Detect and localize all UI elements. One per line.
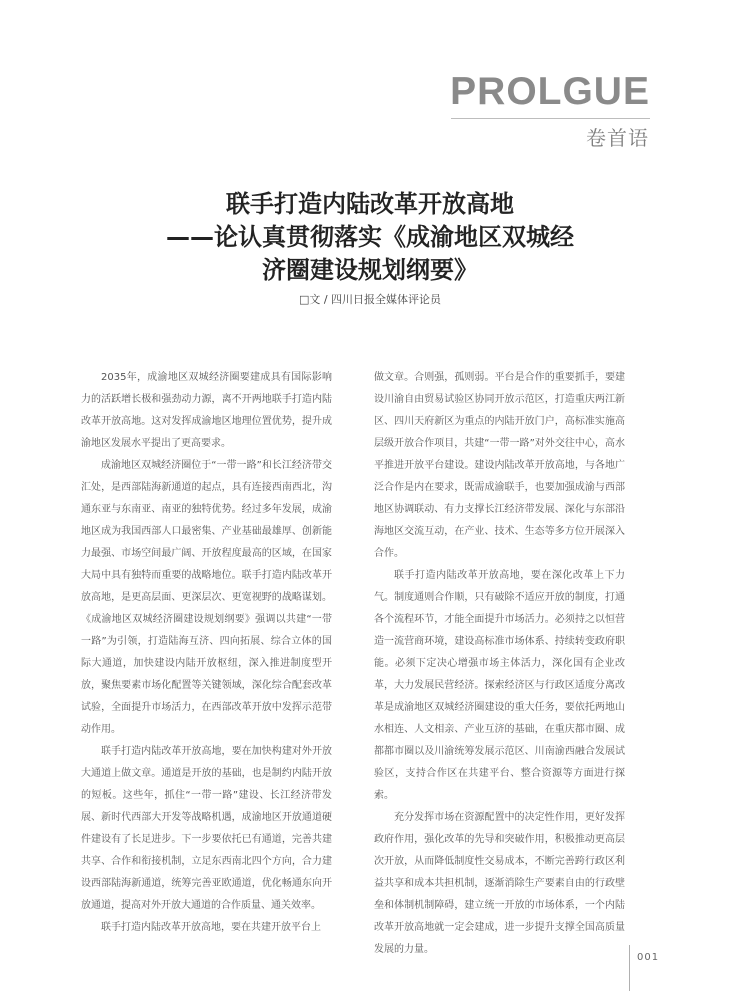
page-number: 001 — [637, 952, 660, 963]
left-column — [81, 367, 332, 939]
article-title — [90, 188, 650, 287]
header-rule — [451, 118, 650, 119]
paragraph: 联手打造内陆改革开放高地，要在共建开放平台上 — [101, 922, 321, 933]
paragraph: 联手打造内陆改革开放高地，要在加快构建对外开放大通道上做文章。通道是开放的基础，也是制约内陆开放的短板。这些年，抓住“一带一路”建设、长江经济带发展、新时代西部大开发等战略机遇，成渝地区开放通道硬件建设有了长足进步。下一步要依托已有通道，完善共建共享、合作和衔接机制，立足东西南北四个方向，合力建设西部陆海新通道，统筹完善亚欧通道，优化畅通东向开放通道，提高对外开放大通道的合作质量、通关效率。 — [81, 746, 332, 911]
article-byline: □文 / 四川日报全媒体评论员 — [298, 293, 442, 306]
section-label: 卷首语 — [586, 126, 649, 150]
paragraph: 2035年，成渝地区双城经济圈要建成具有国际影响力的活跃增长极和强劲动力源，离不开两地联手打造内陆改革开放高地。这对发挥成渝地区地理位置优势，提升成渝地区发展水平提出了更高要求。 — [81, 372, 332, 449]
paragraph: 联手打造内陆改革开放高地，要在深化改革上下力气。制度通则合作顺，只有破除不适应开放的制度，打通各个流程环节，才能全面提升市场活力。必须持之以恒营造一流营商环境，建设高标准市场体系、持续转变政府职能。必须下定决心增强市场主体活力，深化国有企业改革，大力发展民营经济。探索经济区与行政区适度分离改革是成渝地区双城经济圈建设的重大任务，要依托两地山水相连、人文相亲、产业互济的基础，在重庆都市圈、成都都市圈以及川渝统筹发展示范区、川南渝西融合发展试验区，支持合作区在共建平台、整合资源等方面进行探索。 — [374, 570, 625, 801]
title-line: 联手打造内陆改革开放高地 — [226, 190, 514, 218]
paragraph-continuation: 做文章。合则强，孤则弱。平台是合作的重要抓手，要建设川渝自由贸易试验区协同开放示范区，打造重庆两江新区、四川天府新区为重点的内陆开放门户，高标准实施高层级开放合作项目，共建“一带一路”对外交往中心，高水平推进开放平台建设。建设内陆改革开放高地，与各地广泛合作是内在要求，既需成渝联手，也要加强成渝与西部地区协调联动、有力支撑长江经济带发展、深化与东部沿海地区交流互动，在产业、技术、生态等多方位开展深入合作。 — [374, 372, 625, 559]
brand-wordmark: PROLGUE — [450, 70, 650, 113]
title-line: ——论认真贯彻落实《成渝地区双城经 — [166, 223, 574, 251]
right-column — [374, 367, 625, 961]
paragraph: 充分发挥市场在资源配置中的决定性作用，更好发挥政府作用，强化改革的先导和突破作用，积极推动更高层次开放，从而降低制度性交易成本，不断完善跨行政区利益共享和成本共担机制，逐渐消除生产要素自由的行政壁垒和体制机制障碍，建立统一开放的市场体系，一个内陆改革开放高地就一定会建成，进一步提升支撑全国高质量发展的力量。 — [374, 812, 625, 955]
paragraph: 成渝地区双城经济圈位于“一带一路”和长江经济带交汇处，是西部陆海新通道的起点，具有连接西南西北，沟通东亚与东南亚、南亚的独特优势。经过多年发展，成渝地区成为我国西部人口最密集、产业基础最雄厚、创新能力最强、市场空间最广阔、开放程度最高的区域，在国家大局中具有独特而重要的战略地位。联手打造内陆改革开放高地，是更高层面、更深层次、更宽视野的战略谋划。《成渝地区双城经济圈建设规划纲要》强调以共建“一带一路”为引领，打造陆海互济、四向拓展、综合立体的国际大通道，加快建设内陆开放枢纽，深入推进制度型开放，聚焦要素市场化配置等关键领域，深化综合配套改革试验，全面提升市场活力，在西部改革开放中发挥示范带动作用。 — [81, 460, 332, 735]
footer-divider — [629, 945, 630, 991]
title-line: 济圈建设规划纲要》 — [262, 256, 478, 284]
